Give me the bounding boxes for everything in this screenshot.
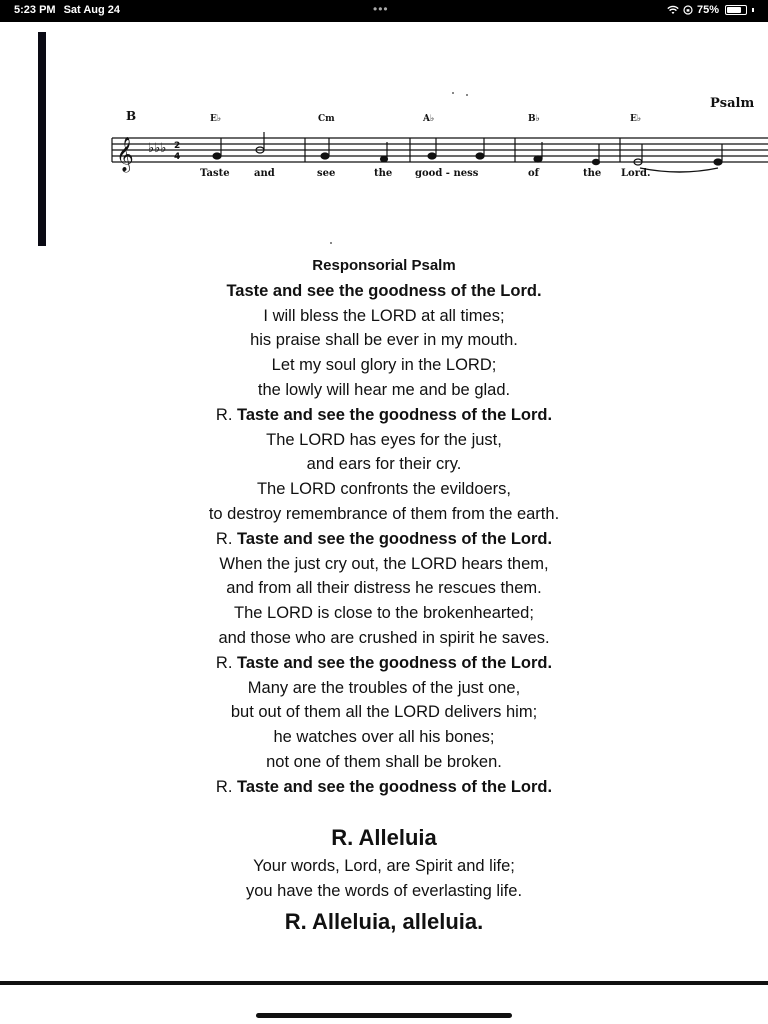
lyric-syllable: the	[583, 168, 602, 179]
verse-line: and ears for their cry.	[306, 455, 462, 474]
multitasking-dots-icon[interactable]: •••	[373, 2, 389, 16]
verse-line: Many are the troubles of the just one,	[247, 678, 521, 697]
verse-line: his praise shall be ever in my mouth.	[250, 331, 518, 350]
orientation-lock-icon	[683, 5, 693, 15]
page-edge-bar	[38, 32, 46, 246]
svg-text:2: 2	[174, 141, 181, 151]
wifi-icon	[667, 5, 679, 15]
verse-line: to destroy remembrance of them from the earth.	[208, 504, 560, 523]
section-mark: B	[126, 109, 137, 123]
svg-text:4: 4	[174, 152, 181, 162]
verse-line: he watches over all his bones;	[273, 728, 495, 747]
lyric-syllable: and	[254, 168, 275, 179]
verse-line: but out of them all the LORD delivers him;	[230, 703, 538, 722]
psalm-heading: Responsorial Psalm	[312, 257, 456, 274]
response-line: R. Taste and see the goodness of the Lord.	[215, 529, 553, 548]
verse-line: When the just cry out, the LORD hears them,	[219, 554, 549, 573]
verse-line: not one of them shall be broken.	[266, 752, 502, 771]
music-staff	[110, 92, 768, 202]
verse-line: the lowly will hear me and be glad.	[257, 380, 511, 399]
verse-line: and from all their distress he rescues them.	[226, 579, 542, 598]
alleluia-closing: R. Alleluia, alleluia.	[284, 909, 484, 934]
gospel-acclamation	[0, 822, 768, 938]
lyric-syllable: see	[317, 168, 336, 179]
battery-percent: 75%	[696, 4, 719, 16]
status-date: Sat Aug 24	[63, 4, 121, 16]
verse-line: The LORD has eyes for the just,	[266, 430, 502, 449]
response-line: R. Taste and see the goodness of the Lord.	[215, 653, 553, 672]
alleluia-verse-line: Your words, Lord, are Spirit and life;	[253, 857, 515, 875]
chord-label: A♭	[423, 114, 435, 124]
psalm-refrain: Taste and see the goodness of the Lord.	[226, 281, 542, 300]
status-bar	[0, 0, 768, 22]
response-line: R. Taste and see the goodness of the Lord.	[215, 405, 553, 424]
document-page	[0, 22, 768, 1002]
alleluia-title: R. Alleluia	[331, 825, 437, 850]
chord-label: E♭	[630, 114, 642, 124]
svg-text:♭♭♭: ♭♭♭	[148, 141, 167, 156]
lyric-syllable: good - ness	[415, 168, 479, 179]
music-title: Psalm	[710, 96, 755, 111]
lyric-syllable: of	[528, 168, 539, 179]
lyric-syllable: the	[374, 168, 393, 179]
page-bottom-rule	[0, 981, 768, 985]
responsorial-psalm	[0, 254, 768, 800]
response-line: R. Taste and see the goodness of the Lord.	[215, 777, 553, 796]
lyric-syllable: Taste	[200, 168, 230, 179]
home-indicator[interactable]	[256, 1013, 512, 1018]
verse-line: I will bless the LORD at all times;	[263, 306, 505, 325]
chord-label: B♭	[528, 114, 540, 124]
chord-label: Cm	[318, 114, 335, 124]
alleluia-verse-line: you have the words of everlasting life.	[245, 882, 523, 900]
verse-line: The LORD confronts the evildoers,	[256, 480, 512, 499]
svg-text:𝄞: 𝄞	[116, 137, 134, 172]
status-time: 5:23 PM	[14, 4, 56, 16]
verse-line: The LORD is close to the brokenhearted;	[234, 604, 534, 623]
chord-label: E♭	[210, 114, 222, 124]
lyric-syllable: Lord.	[621, 168, 651, 179]
verse-line: and those who are crushed in spirit he saves.	[218, 628, 550, 647]
verse-line: Let my soul glory in the LORD;	[271, 356, 497, 375]
battery-icon	[725, 5, 747, 15]
